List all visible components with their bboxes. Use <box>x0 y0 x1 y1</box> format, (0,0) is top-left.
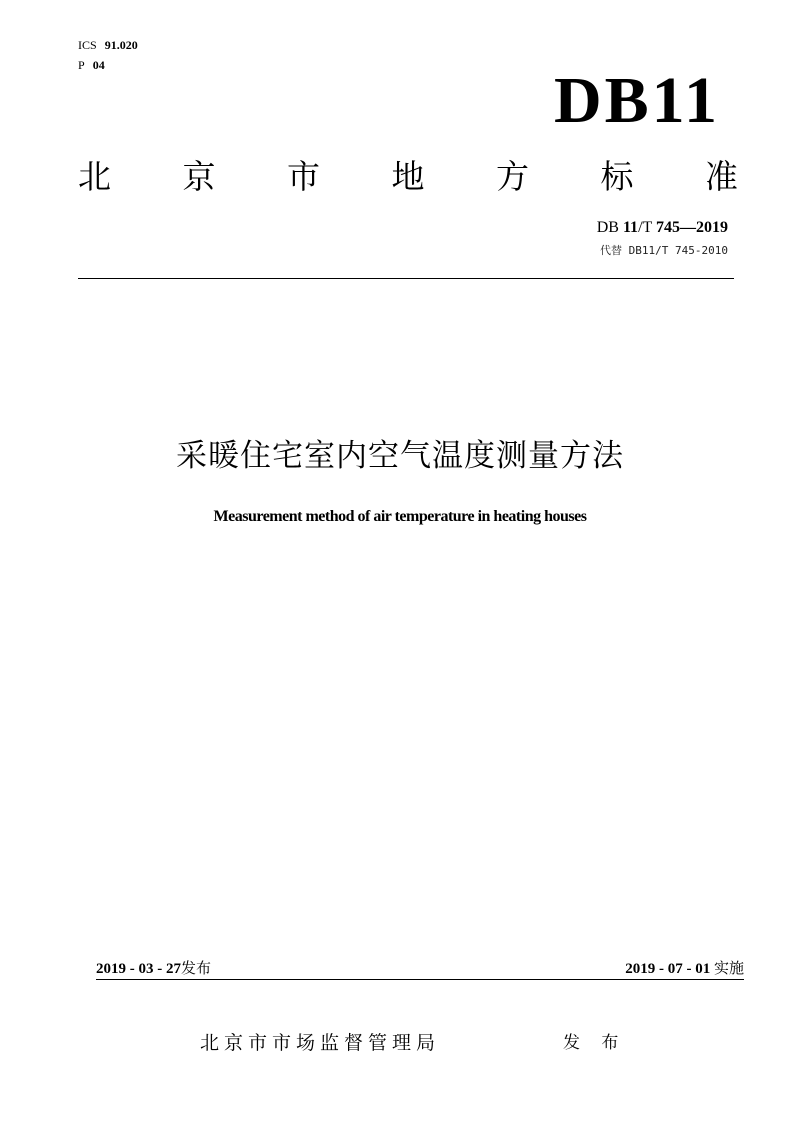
title-chinese: 采暖住宅室内空气温度测量方法 <box>176 438 624 474</box>
issue-date <box>96 958 211 979</box>
standard-type-char: 地 <box>391 157 425 196</box>
title-english: Measurement method of air temperature in heating houses <box>213 508 587 525</box>
implementation-date-label: 实施 <box>713 959 744 977</box>
standard-prefix: DB <box>596 219 619 236</box>
standard-type-char: 准 <box>705 157 738 196</box>
ccs-code: 04 <box>92 58 105 72</box>
standard-type-char: 北 <box>78 157 111 196</box>
publisher-name: 北京市市场监督管理局 <box>200 1032 441 1054</box>
standard-type-char: 京 <box>182 157 216 196</box>
standard-region: 11 <box>622 219 639 236</box>
standard-type-char: 方 <box>496 157 529 196</box>
issue-date-value: 2019 - 03 - 27 <box>96 961 181 977</box>
footer-divider <box>96 979 744 980</box>
standard-number-value: 745—2019 <box>656 219 728 236</box>
ics-label: ICS <box>78 38 97 52</box>
ics-code-line <box>78 38 138 52</box>
standard-type-heading <box>78 157 738 197</box>
db-logo: DB11 <box>553 64 720 137</box>
implementation-date <box>625 958 744 979</box>
ics-code: 91.020 <box>104 38 138 52</box>
ccs-label: P <box>78 58 85 72</box>
publisher-action: 发 布 <box>563 1033 627 1053</box>
standard-type-char: 市 <box>287 157 320 196</box>
implementation-date-value: 2019 - 07 - 01 <box>625 961 711 977</box>
standard-type-char: 标 <box>600 157 634 196</box>
header-divider <box>78 278 734 279</box>
ccs-code-line <box>78 58 105 72</box>
standard-slash-t: /T <box>638 219 652 236</box>
issue-date-label: 发布 <box>181 959 212 977</box>
standard-number <box>597 218 728 238</box>
replaces-note: 代替 DB11/T 745-2010 <box>600 244 728 257</box>
